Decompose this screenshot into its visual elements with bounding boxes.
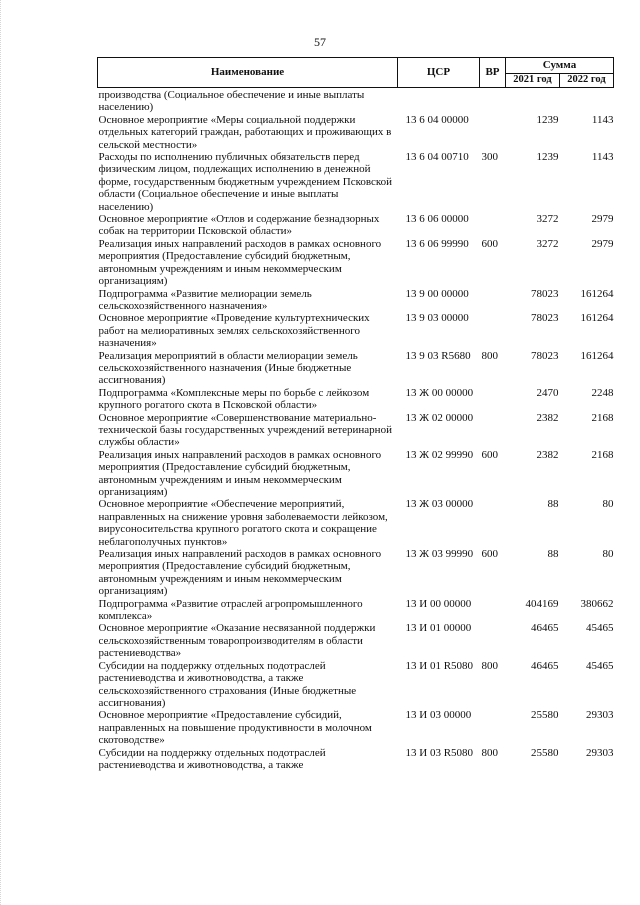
row-csr: 13 6 06 00000 <box>405 213 469 226</box>
row-sum-2021: 46465 <box>531 659 559 672</box>
table-row <box>98 747 614 772</box>
row-sum-2022: 80 <box>602 548 614 561</box>
row-sum-2021: 78023 <box>531 312 559 325</box>
row-sum-2022: 2168 <box>591 411 614 424</box>
table-row <box>98 598 614 623</box>
row-sum-2022 <box>560 88 614 114</box>
header-vr: ВР <box>480 58 506 88</box>
row-vr: 600 <box>481 237 498 250</box>
row-sum-2022: 161264 <box>580 287 614 300</box>
row-sum-2022: 380662 <box>580 597 614 610</box>
row-name: Основное мероприятие «Предоставление субсидий, направленных на повышение продуктивности в молочном скотоводстве» <box>98 709 372 747</box>
header-sum: Сумма <box>506 58 614 74</box>
row-sum-2021: 78023 <box>531 287 559 300</box>
row-sum-2021: 25580 <box>531 709 559 722</box>
row-sum-2021: 3272 <box>536 237 559 250</box>
row-sum-2021: 404169 <box>525 597 559 610</box>
row-sum-2022: 2248 <box>591 386 614 399</box>
row-sum-2022: 45465 <box>586 622 614 635</box>
row-sum-2021: 25580 <box>531 746 559 759</box>
row-sum-2021: 88 <box>547 548 559 561</box>
table-row <box>98 387 614 412</box>
row-sum-2021 <box>506 88 560 114</box>
row-csr: 13 Ж 00 00000 <box>405 386 474 399</box>
row-csr: 13 И 03 00000 <box>405 709 472 722</box>
row-name: Основное мероприятие «Обеспечение мероприятий, направленных на снижение уровня заболеваемости лейкозом, вирусоносительства крупного рогатого скота и сокращение неблагополучных пунктов» <box>98 498 388 548</box>
row-vr <box>480 88 506 114</box>
row-sum-2022: 161264 <box>580 312 614 325</box>
row-sum-2021: 2382 <box>536 448 559 461</box>
row-vr <box>480 622 506 659</box>
header-csr: ЦСР <box>398 58 480 88</box>
row-vr <box>480 288 506 313</box>
table-row <box>98 88 614 114</box>
table-row <box>98 151 614 213</box>
table-body <box>98 88 614 772</box>
row-sum-2021: 3272 <box>536 213 559 226</box>
row-csr: 13 И 00 00000 <box>405 597 472 610</box>
page-number: 57 <box>314 35 326 49</box>
row-csr: 13 Ж 02 99990 <box>405 448 474 461</box>
row-csr: 13 9 00 00000 <box>405 287 469 300</box>
row-vr <box>480 709 506 746</box>
row-vr <box>480 498 506 548</box>
row-csr <box>398 88 480 114</box>
row-csr: 13 Ж 03 00000 <box>405 498 474 511</box>
table-row <box>98 660 614 710</box>
table-row <box>98 114 614 151</box>
row-name: Реализация иных направлений расходов в рамках основного мероприятия (Предоставление субсидий бюджетным, автономным учреждениям и иным некоммерческим организациям) <box>98 237 382 288</box>
header-year-2021: 2021 год <box>506 74 560 88</box>
row-vr: 300 <box>481 151 498 164</box>
row-vr <box>480 312 506 349</box>
table-row <box>98 213 614 238</box>
row-name: Субсидии на поддержку отдельных подотраслей растениеводства и животноводства, а также сельскохозяйственного страхования (Иные бюджетные ассигнования) <box>98 659 357 709</box>
row-csr: 13 И 01 00000 <box>405 622 472 635</box>
row-csr: 13 Ж 03 99990 <box>405 548 474 561</box>
header-year-2022: 2022 год <box>560 74 614 88</box>
row-name: Основное мероприятие «Меры социальной поддержки отдельных категорий граждан, работающих и проживающих в сельской местности» <box>98 113 392 151</box>
row-name: Подпрограмма «Комплексные меры по борьбе с лейкозом крупного рогатого скота в Псковской области» <box>98 386 370 412</box>
row-name: Основное мероприятие «Оказание несвязанной поддержки сельскохозяйственным товаропроизводителям в области растениеводства» <box>98 622 376 660</box>
table-row <box>98 709 614 746</box>
row-sum-2022: 2979 <box>591 237 614 250</box>
budget-table <box>97 57 614 771</box>
row-name: Основное мероприятие «Проведение культуртехнических работ на мелиоративных землях сельскохозяйственного назначения» <box>98 312 370 350</box>
row-name: Основное мероприятие «Отлов и содержание безнадзорных собак на территории Псковской области» <box>98 213 380 238</box>
row-name: Реализация мероприятий в области мелиорации земель сельскохозяйственного назначения (Иные бюджетные ассигнования) <box>98 349 358 387</box>
row-vr: 800 <box>481 746 498 759</box>
row-vr <box>480 114 506 151</box>
row-csr: 13 Ж 02 00000 <box>405 411 474 424</box>
row-csr: 13 9 03 R5680 <box>405 349 471 362</box>
row-name: Подпрограмма «Развитие отраслей агропромышленного комплекса» <box>98 597 363 623</box>
table-row <box>98 449 614 499</box>
row-name: Основное мероприятие «Совершенствование материально-технической базы государственных учреждений ветеринарной службы области» <box>98 411 392 449</box>
table-row <box>98 498 614 548</box>
row-sum-2021: 2470 <box>536 386 559 399</box>
row-csr: 13 6 04 00000 <box>405 113 469 126</box>
row-vr: 800 <box>481 659 498 672</box>
row-name: Субсидии на поддержку отдельных подотраслей растениеводства и животноводства, а также <box>98 746 326 771</box>
row-csr: 13 9 03 00000 <box>405 312 469 325</box>
table-row <box>98 238 614 288</box>
scan-edge <box>0 0 13 905</box>
row-sum-2022: 161264 <box>580 349 614 362</box>
row-sum-2022: 2979 <box>591 213 614 226</box>
row-csr: 13 И 01 R5080 <box>405 659 474 672</box>
row-vr <box>480 598 506 623</box>
row-vr <box>480 387 506 412</box>
table-header <box>98 58 614 88</box>
row-sum-2022: 29303 <box>586 709 614 722</box>
row-sum-2021: 78023 <box>531 349 559 362</box>
row-csr: 13 6 06 99990 <box>405 237 469 250</box>
row-sum-2022: 1143 <box>591 113 614 126</box>
row-name: Подпрограмма «Развитие мелиорации земель сельскохозяйственного назначения» <box>98 287 312 312</box>
row-sum-2021: 46465 <box>531 622 559 635</box>
table-row <box>98 622 614 659</box>
row-name: Реализация иных направлений расходов в рамках основного мероприятия (Предоставление субсидий бюджетным, автономным учреждениям и иным некоммерческим организациям) <box>98 548 382 598</box>
row-vr: 600 <box>481 548 498 561</box>
row-vr <box>480 213 506 238</box>
row-sum-2022: 29303 <box>586 746 614 759</box>
row-sum-2021: 2382 <box>536 411 559 424</box>
row-csr: 13 6 04 00710 <box>405 151 469 164</box>
row-sum-2021: 1239 <box>536 151 559 164</box>
row-name: Реализация иных направлений расходов в рамках основного мероприятия (Предоставление субсидий бюджетным, автономным учреждениям и иным некоммерческим организациям) <box>98 448 382 498</box>
row-vr: 800 <box>481 349 498 362</box>
row-name: производства (Социальное обеспечение и иные выплаты населению) <box>98 89 365 114</box>
row-sum-2021: 1239 <box>536 113 559 126</box>
row-name: Расходы по исполнению публичных обязательств перед физическим лицом, подлежащих исполнению в денежной форме, государственным бюджетным учреждением Псковской области (Социальное обеспечение и иные выплаты населению) <box>98 151 393 213</box>
table-row <box>98 350 614 387</box>
row-sum-2022: 80 <box>602 498 614 511</box>
header-name: Наименование <box>98 58 398 88</box>
row-sum-2022: 1143 <box>591 151 614 164</box>
row-vr <box>480 412 506 449</box>
row-vr: 600 <box>481 448 498 461</box>
row-sum-2022: 2168 <box>591 448 614 461</box>
row-sum-2022: 45465 <box>586 659 614 672</box>
table-row <box>98 288 614 313</box>
table-row <box>98 312 614 349</box>
table-row <box>98 548 614 598</box>
row-csr: 13 И 03 R5080 <box>405 746 474 759</box>
row-sum-2021: 88 <box>547 498 559 511</box>
table-row <box>98 412 614 449</box>
